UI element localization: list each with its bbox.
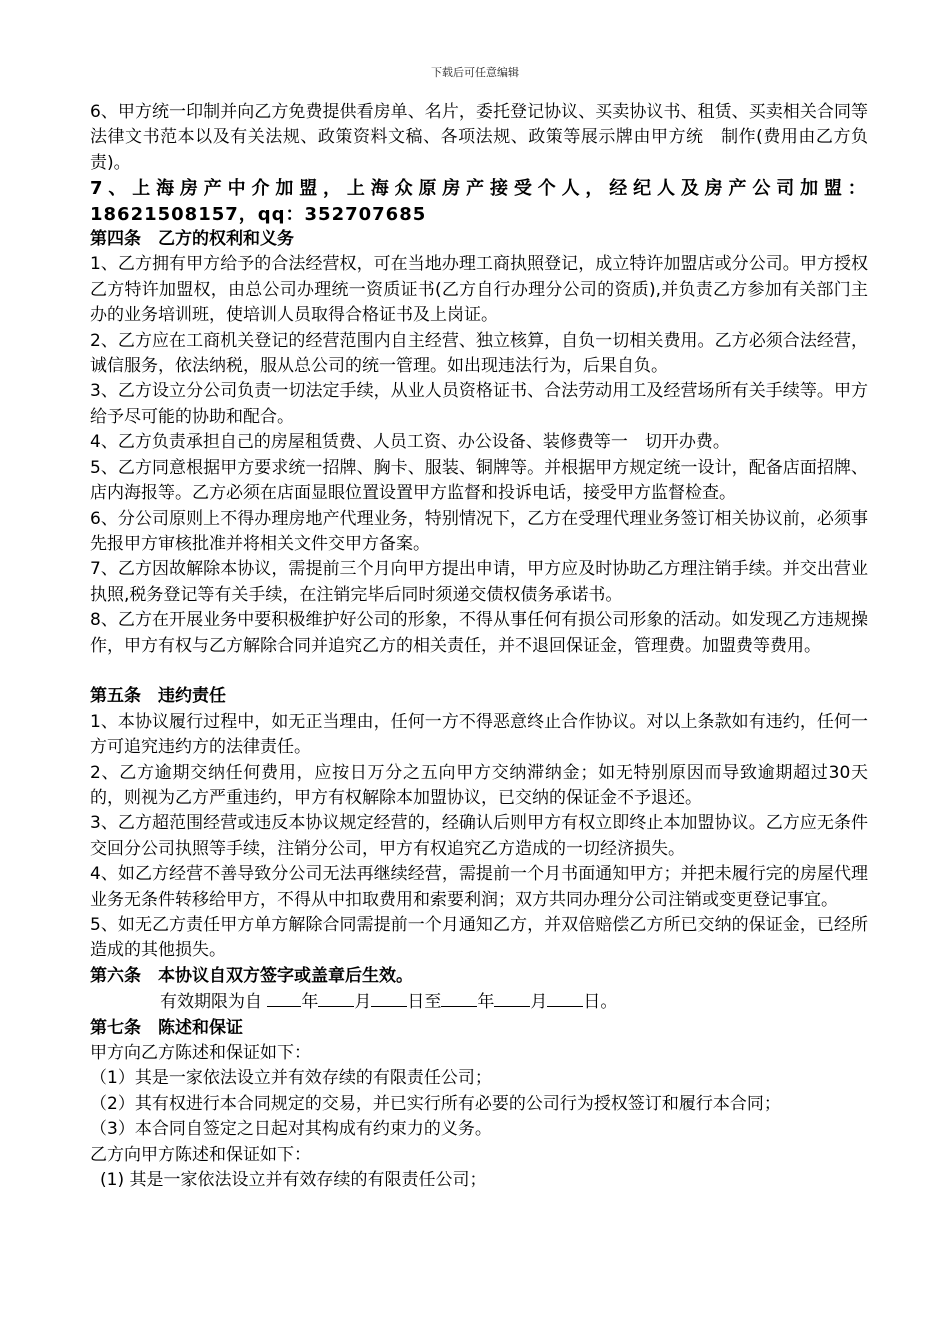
clause7-title: 第七条 陈述和保证 [90, 1017, 243, 1038]
validity-prefix: 有效期限为自 [160, 992, 262, 1013]
clause4-item: 1、乙方拥有甲方给予的合法经营权，可在当地办理工商执照登记，成立特许加盟店或分公司。甲方授权乙方特许加盟权，由总公司办理统一资质证书(乙方自行办理分公司的资质),并负责乙方参加有关部门主办的业务培训班，使培训人员取得合格证书及上岗证。 [90, 254, 868, 326]
clause5-item: 4、如乙方经营不善导致分公司无法再继续经营，需提前一个月书面通知甲方；并把未履行完的房屋代理业务无条件转移给甲方，不得从中扣取费用和索要利润；双方共同办理分公司注销或变更登记事宜。 [90, 864, 868, 910]
clause5-item: 3、乙方超范围经营或违反本协议规定经营的，经确认后则甲方有权立即终止本加盟协议。乙方应无条件交回分公司执照等手续，注销分公司，甲方有权追究乙方造成的一切经济损失。 [90, 813, 868, 859]
clause4-item: 2、乙方应在工商机关登记的经营范围内自主经营、独立核算，自负一切相关费用。乙方必须合法经营，诚信服务，依法纳税，服从总公司的统一管理。如出现违法行为，后果自负。 [90, 330, 868, 377]
clause4-item: 6、分公司原则上不得办理房地产代理业务，特别情况下，乙方在受理代理业务签订相关协议前，必须事先报甲方审核批准并将相关文件交甲方备案。 [90, 508, 868, 554]
month-label-1: 月 [354, 992, 372, 1013]
clause4-item: 3、乙方设立分公司负责一切法定手续，从业人员资格证书、合法劳动用工及经营场所有关手续等。甲方给予尽可能的协助和配合。 [90, 381, 868, 427]
clause5-item: 1、本协议履行过程中，如无正当理由，任何一方不得恶意终止合作协议。对以上条款如有违约，任何一方可追究违约方的法律责任。 [90, 711, 868, 758]
clause6-title: 第六条 本协议自双方签字或盖章后生效。 [90, 965, 413, 986]
day-blank-1 [371, 989, 407, 1007]
clause4-title: 第四条 乙方的权利和义务 [90, 229, 294, 250]
clause3-item-7-line1: 7、上海房产中介加盟，上海众原房产接受个人，经纪人及房产公司加盟： [90, 178, 868, 200]
year-label-1: 年 [301, 992, 319, 1013]
party-a-item: （3）本合同自签定之日起对其构成有约束力的义务。 [90, 1119, 492, 1140]
month-label-2: 月 [530, 992, 548, 1013]
clause4-item: 4、乙方负责承担自己的房屋租赁费、人员工资、办公设备、装修费等一 切开办费。 [90, 432, 730, 453]
clause5-item: 2、乙方逾期交纳任何费用，应按日万分之五向甲方交纳滞纳金；如无特别原因而导致逾期超过30天的，则视为乙方严重违约，甲方有权解除本加盟协议，已交纳的保证金不予退还。 [90, 762, 868, 808]
blank-line [90, 659, 868, 684]
party-b-item: (1) 其是一家依法设立并有效存续的有限责任公司； [100, 1170, 487, 1191]
party-b-intro: 乙方向甲方陈述和保证如下： [90, 1144, 311, 1165]
year-blank-1 [267, 989, 301, 1007]
clause4-item: 5、乙方同意根据甲方要求统一招牌、胸卡、服装、铜牌等。并根据甲方规定统一设计，配备店面招牌、店内海报等。乙方必须在店面显眼位置设置甲方监督和投诉电话，接受甲方监督检查。 [90, 457, 868, 504]
validity-period-line [90, 989, 868, 1015]
party-a-item: （2）其有权进行本合同规定的交易，并已实行所有必要的公司行为授权签订和履行本合同； [90, 1093, 781, 1114]
day-end-label: 日。 [583, 992, 618, 1013]
clause5-item: 5、如无乙方责任甲方单方解除合同需提前一个月通知乙方，并双倍赔偿乙方所已交纳的保证金，已经所造成的其他损失。 [90, 914, 868, 961]
year-blank-2 [441, 989, 477, 1007]
clause4-item: 8、乙方在开展业务中要积极维护好公司的形象，不得从事任何有损公司形象的活动。如发现乙方违规操作，甲方有权与乙方解除合同并追究乙方的相关责任，并不退回保证金，管理费。加盟费等费用。 [90, 610, 868, 656]
document-body [90, 100, 868, 1193]
page-header: 下载后可任意编辑 [431, 66, 519, 79]
day-to-label: 日至 [407, 992, 442, 1013]
party-a-item: （1）其是一家依法设立并有效存续的有限责任公司； [90, 1068, 492, 1089]
clause3-item-7-line2: 18621508157，qq：352707685 [90, 203, 427, 225]
month-blank-1 [318, 989, 354, 1007]
clause3-item-6: 6、甲方统一印制并向乙方免费提供看房单、名片，委托登记协议、买卖协议书、租赁、买卖相关合同等法律文书范本以及有关法规、政策资料文稿、各项法规、政策等展示牌由甲方统 制作(费用由乙方负责)。 [90, 102, 868, 173]
clause4-item: 7、乙方因故解除本协议，需提前三个月向甲方提出申请，甲方应及时协助乙方理注销手续。并交出营业执照,税务登记等有关手续，在注销完毕后同时须递交债权债务承诺书。 [90, 559, 868, 605]
month-blank-2 [494, 989, 530, 1007]
year-label-2: 年 [477, 992, 495, 1013]
party-a-intro: 甲方向乙方陈述和保证如下： [90, 1043, 311, 1064]
clause5-title: 第五条 违约责任 [90, 686, 226, 707]
day-blank-2 [547, 989, 583, 1007]
